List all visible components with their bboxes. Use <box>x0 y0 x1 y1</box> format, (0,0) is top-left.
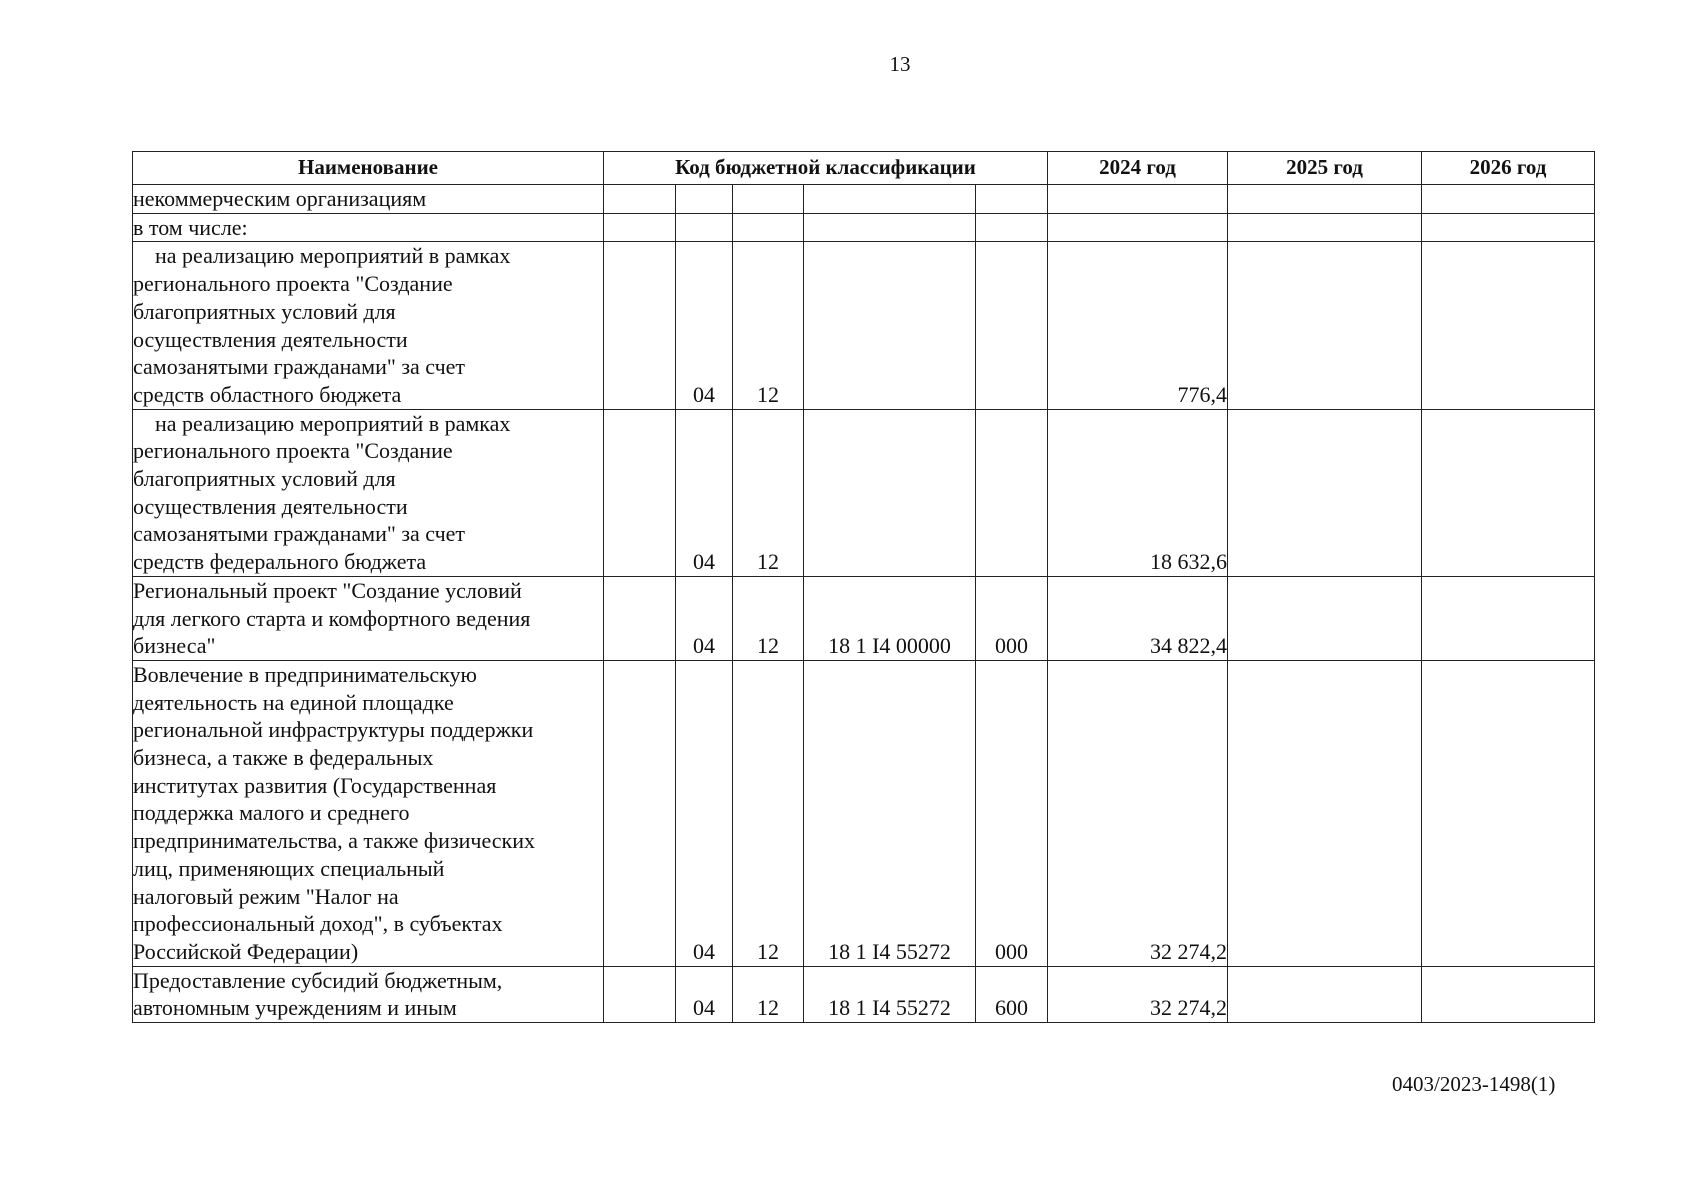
table-row <box>133 966 1595 1022</box>
table-row <box>133 185 1595 214</box>
code-cell-2: 04 <box>676 966 733 1022</box>
value-2026 <box>1422 409 1595 576</box>
value-2024: 32 274,2 <box>1048 660 1228 966</box>
header-2024: 2024 год <box>1048 152 1228 185</box>
code-cell-3: 12 <box>733 660 804 966</box>
value-2026 <box>1422 966 1595 1022</box>
code-cell-1 <box>604 660 676 966</box>
budget-table <box>132 151 1595 1023</box>
code-cell-2: 04 <box>676 660 733 966</box>
code-cell-4 <box>804 409 976 576</box>
row-name: Региональный проект "Создание условий для легкого старта и комфортного ведения бизнеса" <box>133 576 604 660</box>
code-cell-5 <box>976 185 1048 214</box>
value-2024: 18 632,6 <box>1048 409 1228 576</box>
value-2024 <box>1048 213 1228 242</box>
header-2025: 2025 год <box>1228 152 1422 185</box>
value-2026 <box>1422 576 1595 660</box>
code-cell-1 <box>604 185 676 214</box>
code-cell-3 <box>733 213 804 242</box>
row-name: на реализацию мероприятий в рамках регионального проекта "Создание благоприятных условий для осуществления деятельности самозанятыми гражданами" за счет средств областного бюджета <box>133 242 604 409</box>
code-cell-4: 18 1 I4 55272 <box>804 660 976 966</box>
value-2025 <box>1228 576 1422 660</box>
value-2024: 34 822,4 <box>1048 576 1228 660</box>
value-2024: 32 274,2 <box>1048 966 1228 1022</box>
code-cell-3: 12 <box>733 242 804 409</box>
value-2026 <box>1422 185 1595 214</box>
code-cell-5 <box>976 409 1048 576</box>
row-name: некоммерческим организациям <box>133 185 604 214</box>
code-cell-1 <box>604 242 676 409</box>
table-row <box>133 213 1595 242</box>
code-cell-3 <box>733 185 804 214</box>
row-name: на реализацию мероприятий в рамках регионального проекта "Создание благоприятных условий для осуществления деятельности самозанятыми гражданами" за счет средств федерального бюджета <box>133 409 604 576</box>
row-name: Предоставление субсидий бюджетным, автономным учреждениям и иным <box>133 966 604 1022</box>
value-2025 <box>1228 660 1422 966</box>
page-number: 13 <box>889 52 911 76</box>
code-cell-2: 04 <box>676 409 733 576</box>
code-cell-4: 18 1 I4 55272 <box>804 966 976 1022</box>
value-2025 <box>1228 213 1422 242</box>
code-cell-4 <box>804 185 976 214</box>
value-2026 <box>1422 242 1595 409</box>
table-header-row <box>133 152 1595 185</box>
code-cell-5: 000 <box>976 576 1048 660</box>
table-row <box>133 409 1595 576</box>
code-cell-1 <box>604 576 676 660</box>
code-cell-2 <box>676 185 733 214</box>
value-2025 <box>1228 242 1422 409</box>
value-2025 <box>1228 409 1422 576</box>
code-cell-4 <box>804 213 976 242</box>
header-name: Наименование <box>133 152 604 185</box>
code-cell-1 <box>604 213 676 242</box>
value-2024: 776,4 <box>1048 242 1228 409</box>
table-row <box>133 242 1595 409</box>
code-cell-5: 600 <box>976 966 1048 1022</box>
value-2024 <box>1048 185 1228 214</box>
value-2026 <box>1422 213 1595 242</box>
code-cell-4 <box>804 242 976 409</box>
code-cell-2: 04 <box>676 576 733 660</box>
row-name: Вовлечение в предпринимательскую деятельность на единой площадке региональной инфраструктуры поддержки бизнеса, а также в федеральных институтах развития (Государственная поддержка малого и среднего предпринимательства, а также физических лиц, применяющих специальный налоговый режим "Налог на профессиональный доход", в субъектах Российской Федерации) <box>133 660 604 966</box>
value-2025 <box>1228 185 1422 214</box>
code-cell-3: 12 <box>733 409 804 576</box>
code-cell-1 <box>604 966 676 1022</box>
code-cell-2 <box>676 213 733 242</box>
code-cell-5: 000 <box>976 660 1048 966</box>
code-cell-3: 12 <box>733 966 804 1022</box>
code-cell-5 <box>976 242 1048 409</box>
table-row <box>133 660 1595 966</box>
value-2025 <box>1228 966 1422 1022</box>
header-2026: 2026 год <box>1422 152 1595 185</box>
code-cell-1 <box>604 409 676 576</box>
document-code: 0403/2023-1498(1) <box>1392 1072 1556 1096</box>
header-code: Код бюджетной классификации <box>604 152 1048 185</box>
code-cell-3: 12 <box>733 576 804 660</box>
code-cell-2: 04 <box>676 242 733 409</box>
value-2026 <box>1422 660 1595 966</box>
code-cell-4: 18 1 I4 00000 <box>804 576 976 660</box>
table-row <box>133 576 1595 660</box>
code-cell-5 <box>976 213 1048 242</box>
row-name: в том числе: <box>133 213 604 242</box>
